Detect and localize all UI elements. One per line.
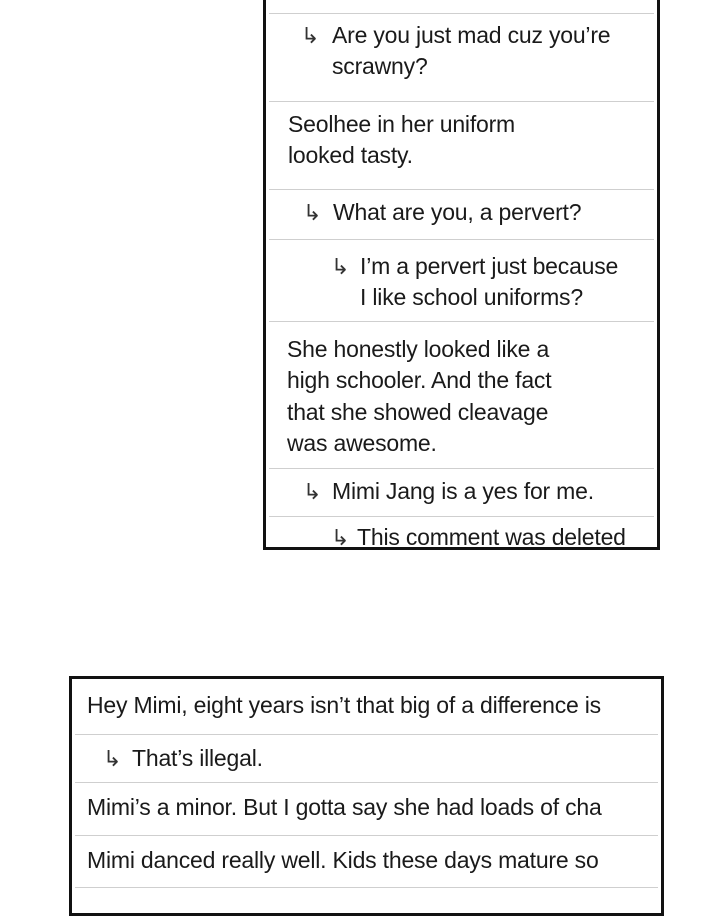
comment-row-cut [75, 888, 658, 916]
comment-line: Mimi’s a minor. But I gotta say she had loads of cha [87, 794, 602, 820]
comment-row[interactable] [75, 836, 658, 888]
reply-arrow-icon: ↳ [301, 23, 320, 48]
reply-arrow-icon: ↳ [331, 254, 350, 279]
deleted-comment-notice: This comment was deleted [357, 524, 626, 550]
comment-line: She honestly looked like a [287, 336, 550, 362]
comment-line: Mimi Jang is a yes for me. [332, 478, 594, 504]
comment-line: Seolhee in her uniform [288, 111, 516, 137]
reply-row-nested[interactable] [269, 240, 654, 322]
reply-row[interactable] [269, 469, 654, 517]
reply-row-nested[interactable] [269, 517, 654, 550]
comment-row[interactable] [269, 102, 654, 190]
comment-line: Mimi danced really well. Kids these days mature so [87, 847, 599, 873]
comment-line: Hey Mimi, eight years isn’t that big of a difference is [87, 692, 601, 718]
reply-row[interactable] [269, 190, 654, 240]
comment-line: I like school uniforms? [360, 284, 583, 310]
comment-row[interactable] [75, 679, 658, 735]
comment-panel-top [263, 0, 660, 550]
comment-line: I’m a pervert just because [360, 253, 619, 279]
reply-row[interactable] [75, 735, 658, 783]
comment-line: looked tasty. [288, 142, 413, 168]
comment-line: scrawny? [332, 53, 428, 79]
comment-line: Are you just mad cuz you’re [332, 22, 611, 48]
reply-row[interactable] [269, 14, 654, 102]
comment-line: What are you, a pervert? [333, 199, 582, 225]
comment-line: high schooler. And the fact [287, 367, 552, 393]
comment-panel-bottom [69, 676, 664, 916]
comment-row[interactable] [75, 783, 658, 836]
reply-arrow-icon: ↳ [303, 479, 322, 504]
comment-line: that she showed cleavage [287, 399, 549, 425]
comment-line: was awesome. [287, 430, 437, 456]
comment-row-cut [269, 0, 654, 14]
comment-row[interactable] [269, 322, 654, 469]
comment-line: That’s illegal. [132, 745, 263, 771]
reply-arrow-icon: ↳ [303, 200, 322, 225]
reply-arrow-icon: ↳ [103, 746, 122, 771]
reply-arrow-icon: ↳ [331, 525, 350, 550]
